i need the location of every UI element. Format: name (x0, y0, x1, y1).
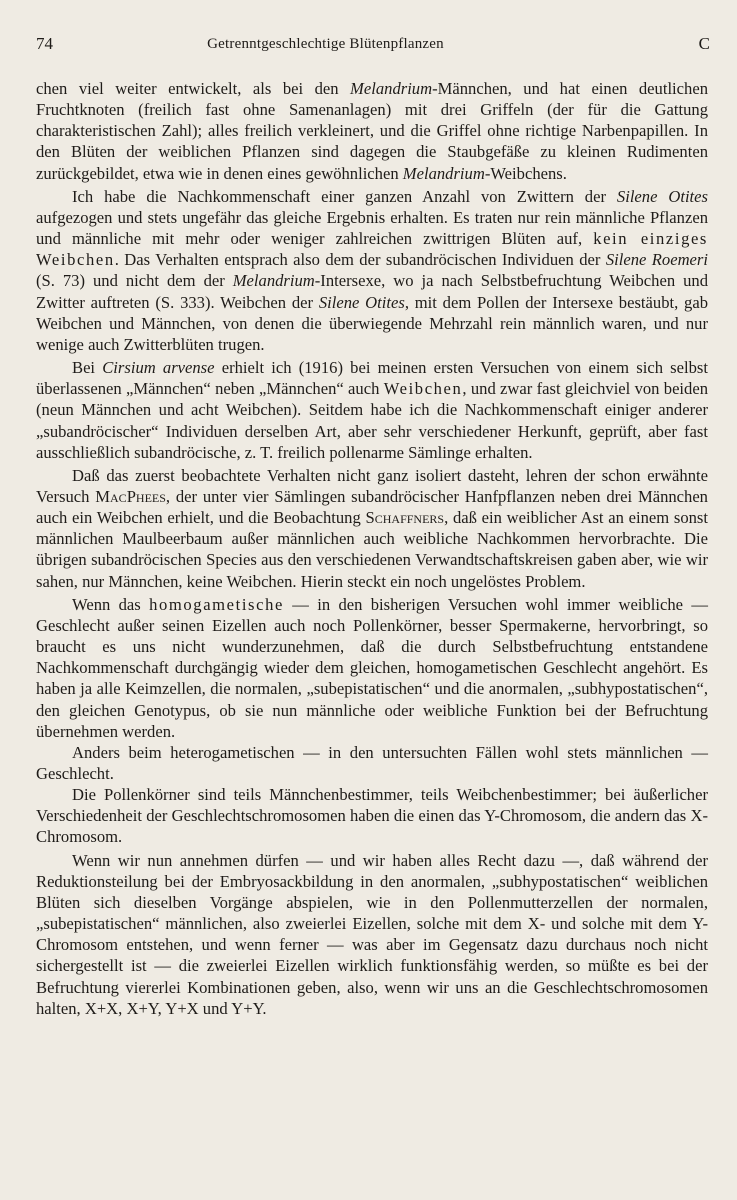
taxon-name: Melandrium (402, 163, 485, 183)
paragraph-4: Daß das zuerst beobachtete Verhalten nicht ganz isoliert dasteht, lehren der schon erwähnte Versuch MacPhees, der unter vier Sämlingen subandröcischer Hanfpflanzen neben drei Männchen auch ein Weibchen erhielt, und die Beobachtung Schaffners, daß ein weiblicher Ast an einem sonst männlichen Maulbeerbaum außer männlichen auch weibliche Nachkommen hervorbrachte. Die übrigen subandröcischen Species aus den verschiedenen Verwandtschaftskreisen gaben aber, wie wir sahen, nur Männchen, keine Weibchen. Hierin steckt ein noch ungelöstes Problem. (36, 465, 708, 591)
running-title: Getrenntgeschlechtige Blütenpflanzen (207, 36, 444, 52)
paragraph-1: chen viel weiter entwickelt, als bei den Melandrium-Männchen, und hat einen deutlichen Fruchtknoten (freilich fast ohne Samenanlagen) mit drei Griffeln (der für die Gattung charakteristischen Zahl); alles freilich verkleinert, und die Griffel ohne richtige Narbenpapillen. In den Blüten der weiblichen Pflanzen sind dagegen die Staubgefäße zu kleinen Rudimenten zurückgebildet, etwa wie in denen eines gewöhnlichen Melandrium-Weibchens. (36, 79, 708, 183)
author-name: MacPhees (95, 486, 166, 506)
paragraph-3: Bei Cirsium arvense erhielt ich (1916) bei meinen ersten Versuchen von einem sich selbst überlassenen „Männchen“ neben „Männchen“ auch Weibchen, und zwar fast gleichviel von beiden (neun Männchen und acht Weibchen). Seitdem habe ich die Nachkommenschaft einiger anderer „subandröcischer“ Individuen derselben Art, aber sehr verschiedener Herkunft, geprüft, aber fast ausschließlich subandröcische, z. T. freilich pollenarme Sämlinge erhalten. (36, 358, 709, 462)
taxon-name: Melandrium (232, 271, 315, 291)
taxon-name: Silene Otites (616, 186, 708, 206)
taxon-name: Melandrium (350, 79, 433, 98)
paragraph-2: Ich habe die Nachkommenschaft einer ganzen Anzahl von Zwittern der Silene Otites aufgezogen und stets ungefähr das gleiche Ergebnis erhalten. Es traten nur rein männliche Pflanzen und männliche mit mehr oder weniger zahlreichen zwittrigen Blüten auf, kein einziges Weibchen. Das Verhalten entsprach also dem der subandröcischen Individuen der Silene Roemeri (S. 73) und nicht dem der Melandrium-Intersexe, wo ja nach Selbstbefruchtung Weibchen und Zwitter auftreten (S. 333). Weibchen der Silene Otites, mit dem Pollen der Intersexe bestäubt, gab Weibchen und Männchen, von denen die überwiegende Mehrzahl rein männlich waren, und nur wenige auch Zwitterblüten trugen. (36, 186, 708, 354)
paragraph-6: Anders beim heterogametischen — in den untersuchten Fällen wohl stets männlichen — Geschlecht. (36, 742, 708, 783)
section-letter: C (698, 34, 710, 53)
paragraph-5: Wenn das homogametische — in den bisherigen Versuchen wohl immer weibliche — Geschlecht außer seinen Eizellen auch noch Pollenkörner, besser Spermakerne, hervorbringt, so braucht es uns nicht wunderzunehmen, daß die durch Selbstbefruchtung entstandene Nachkommenschaft durchgängig wieder dem gleichen, homogametischen Geschlecht angehört. Es haben ja alle Keimzellen, die normalen, „subepistatischen“ und die anormalen, „subhypostatischen“, den gleichen Genotypus, ob sie nun männliche oder weibliche Funktion bei der Befruchtung übernehmen werden. (36, 594, 708, 741)
page-body (36, 78, 708, 1019)
author-name: Schaffners (365, 508, 445, 528)
taxon-name: Cirsium arvense (102, 358, 215, 378)
paragraph-7: Die Pollenkörner sind teils Männchenbestimmer, teils Weibchenbestimmer; bei äußerlicher Verschiedenheit der Geschlechtschromosomen haben die einen das Y-Chromosom, die andern das X-Chromosom. (36, 785, 708, 847)
spaced-emphasis: Weibchen (383, 379, 463, 399)
paragraph-8: Wenn wir nun annehmen dürfen — und wir haben alles Recht dazu —, daß während der Reduktionsteilung bei der Embryosackbildung in den anormalen, „subhypostatischen“ weiblichen Blüten sich dieselben Vorgänge abspielen, wie in den Pollenmutterzellen der normalen, „subepistatischen“ männlichen, also zweierlei Eizellen, solche mit dem X- und solche mit dem Y-Chromosom entstehen, und wenn ferner — was aber im Gegensatz dazu durchaus noch nicht sichergestellt ist — die zweierlei Eizellen wirklich funktionsfähig werden, so müßte es bei der Befruchtung viererlei Kombinationen geben, also, wenn wir uns an die Geschlechtschromosomen halten, X+X, X+Y, Y+X und Y+Y. (36, 850, 708, 1018)
spaced-emphasis: homogametische (149, 594, 284, 614)
taxon-name: Silene Roemeri (605, 250, 708, 270)
page-header (36, 34, 710, 58)
taxon-name: Silene Otites (318, 292, 405, 312)
page-number: 74 (36, 34, 53, 53)
spaced-emphasis: kein einziges Weibchen (36, 229, 708, 270)
